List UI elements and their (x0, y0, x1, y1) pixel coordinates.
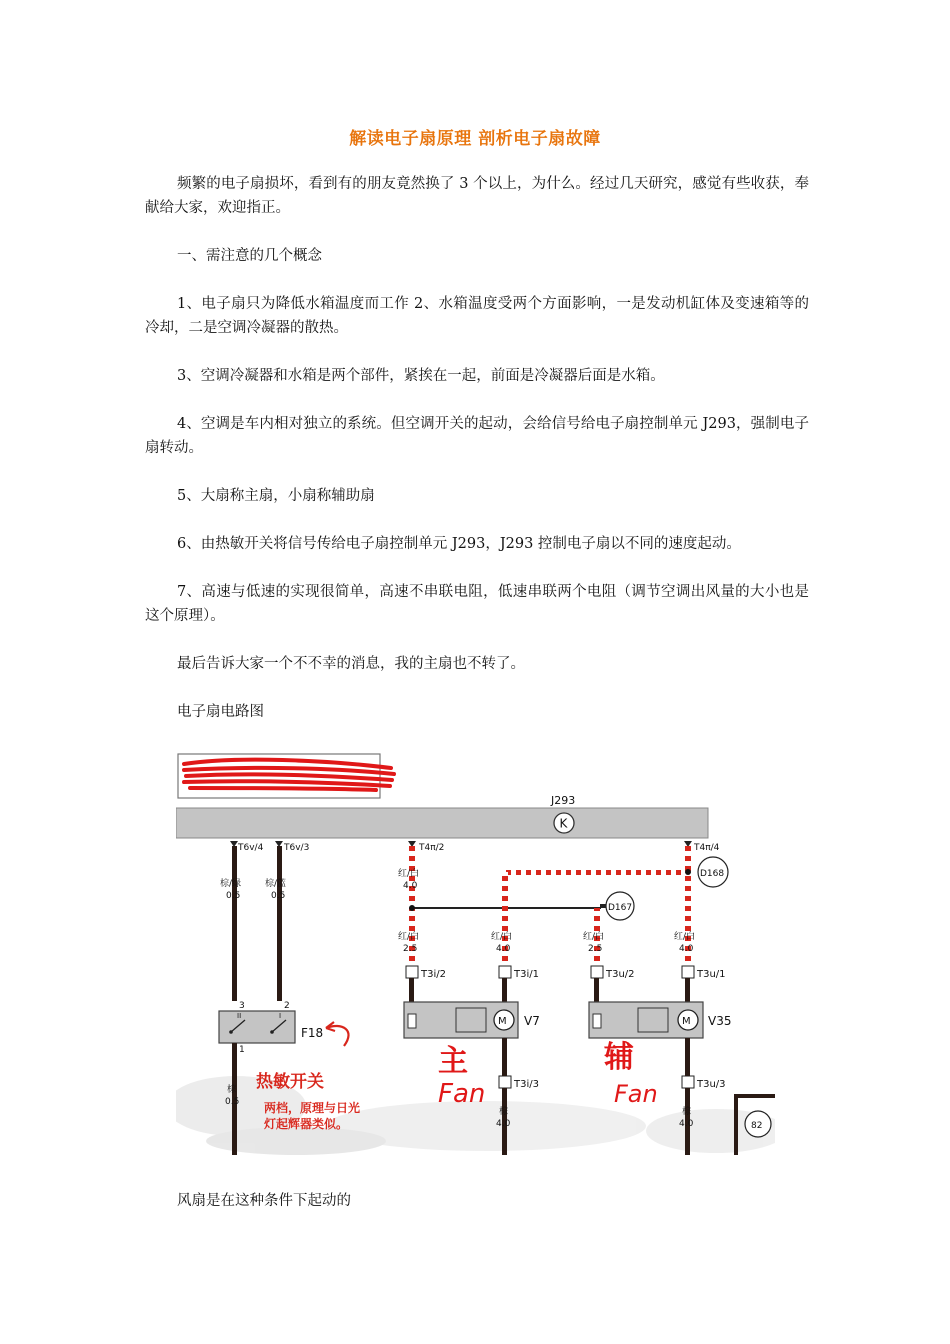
connector-label: T3i/3 (514, 1079, 539, 1090)
annotation-aux-fan: Fan (614, 1080, 658, 1108)
section-heading: 一、需注意的几个概念 (177, 248, 322, 264)
wire-color-label: 棕 (227, 1085, 237, 1095)
wire-drop (409, 978, 414, 1002)
pin-label: T6v/3 (284, 843, 310, 853)
annotation-note-line-2: 灯起辉器类似。 (264, 1117, 349, 1131)
paragraph-conclusion: 最后告诉大家一个不不幸的消息，我的主扇也不转了。 (177, 656, 525, 672)
junction-dot (685, 869, 691, 875)
annotation-main-fan: Fan (438, 1079, 486, 1109)
switch-pin-label: 1 (239, 1045, 245, 1055)
wire-color-label: 棕 (682, 1107, 692, 1117)
wire-gauge-label: 4.0 (679, 1119, 694, 1129)
circuit-diagram (176, 746, 775, 1155)
wire-drop (594, 978, 599, 1002)
motor-label-v7: V7 (524, 1014, 540, 1028)
wire-color-label: 红/白 (398, 932, 420, 942)
switch-pin-label: 3 (239, 1001, 245, 1011)
wire-gauge-label: 4.0 (496, 1119, 511, 1129)
svg-text:M: M (498, 1016, 507, 1027)
wire-color-label: 红/白 (674, 932, 696, 942)
junction-label: D167 (608, 903, 633, 913)
paragraph-point-3: 3、空调冷凝器和水箱是两个部件，紧挨在一起，前面是冷凝器后面是水箱。 (177, 368, 665, 384)
wire-gauge-label: 4.0 (679, 944, 694, 954)
control-module-j293 (176, 808, 708, 838)
annotation-note-line-1: 两档，原理与日光 (264, 1101, 361, 1115)
main-fan-unit (404, 1002, 518, 1038)
module-symbol: K (559, 816, 568, 831)
annotation-main: 主 (438, 1044, 468, 1079)
junction-label: D168 (700, 869, 725, 879)
svg-text:M: M (682, 1016, 691, 1027)
paragraph-point-1: 1、电子扇只为降低水箱温度而工作 2、水箱温度受两个方面影响，一是发动机缸体及变速箱等的冷却，二是空调冷凝器的散热。 (145, 296, 809, 336)
connector-label: T3i/1 (514, 969, 539, 980)
wire-gauge-label: 0.5 (225, 1097, 240, 1107)
connector-label: T3u/2 (606, 969, 635, 980)
document-title: 解读电子扇原理 剖析电子扇故障 (349, 129, 601, 149)
connector-label: T3u/3 (697, 1079, 726, 1090)
motor-label-v35: V35 (708, 1014, 732, 1028)
wire-drop (685, 978, 690, 1002)
connector-label: T3u/1 (697, 969, 726, 980)
wire-gauge-label: 4.0 (403, 881, 418, 891)
wire-brown-green (232, 846, 237, 1001)
bus-line-d168 (502, 870, 690, 875)
wire-gauge-label: 0.5 (271, 891, 286, 901)
aux-fan-unit (589, 1002, 703, 1038)
wire-drop (502, 978, 507, 1002)
paragraph-point-4: 4、空调是车内相对独立的系统。但空调开关的起动，会给信号给电子扇控制单元 J293，强制电子扇转动。 (145, 416, 809, 456)
module-label: J293 (551, 794, 576, 807)
switch-contact-label: I (279, 1012, 282, 1020)
wire-gauge-label: 2.5 (403, 944, 418, 954)
wire-gauge-label: 2.5 (588, 944, 603, 954)
annotation-thermo-switch: 热敏开关 (256, 1072, 324, 1092)
wire-color-label: 棕 (499, 1107, 509, 1117)
paragraph-point-7: 7、高速与低速的实现很简单，高速不串联电阻，低速串联两个电阻（调节空调出风量的大小也是这个原理）。 (145, 584, 809, 624)
switch-contact-label: II (237, 1012, 242, 1020)
paragraph-intro: 频繁的电子扇损坏，看到有的朋友竟然换了 3 个以上，为什么。经过几天研究，感觉有些收获，奉献给大家，欢迎指正。 (145, 176, 809, 216)
wire-ground-main (502, 1038, 507, 1076)
junction-stub (600, 904, 606, 908)
wire-gauge-label: 4.0 (496, 944, 511, 954)
pin-label: T4π/4 (694, 843, 720, 853)
wire-color-label: 红/白 (583, 932, 605, 942)
wire-brown-blue (277, 846, 282, 1001)
figure-heading: 电子扇电路图 (177, 704, 264, 720)
wire-color-label: 棕/绿 (220, 879, 242, 889)
thermo-switch-f18 (219, 1011, 295, 1043)
pin-label: T4π/2 (419, 843, 445, 853)
figure-caption: 风扇是在这种条件下起动的 (177, 1193, 351, 1209)
paragraph-point-6: 6、由热敏开关将信号传给电子扇控制单元 J293，J293 控制电子扇以不同的速度起动。 (177, 536, 741, 552)
switch-label: F18 (301, 1026, 324, 1040)
wire-color-label: 红/白 (398, 869, 420, 879)
junction-label: 82 (751, 1121, 763, 1131)
wire-gauge-label: 0.5 (226, 891, 241, 901)
pin-label: T6v/4 (238, 843, 264, 853)
junction-dot (409, 905, 415, 911)
switch-pin-label: 2 (284, 1001, 290, 1011)
paragraph-point-5: 5、大扇称主扇，小扇称辅助扇 (177, 488, 375, 504)
connector-label: T3i/2 (421, 969, 446, 980)
circuit-diagram-svg (176, 746, 775, 1155)
wire-color-label: 棕/蓝 (265, 879, 287, 889)
wire-color-label: 红/白 (491, 932, 513, 942)
wire-ground-aux (685, 1038, 690, 1076)
annotation-aux: 辅 (604, 1040, 634, 1075)
